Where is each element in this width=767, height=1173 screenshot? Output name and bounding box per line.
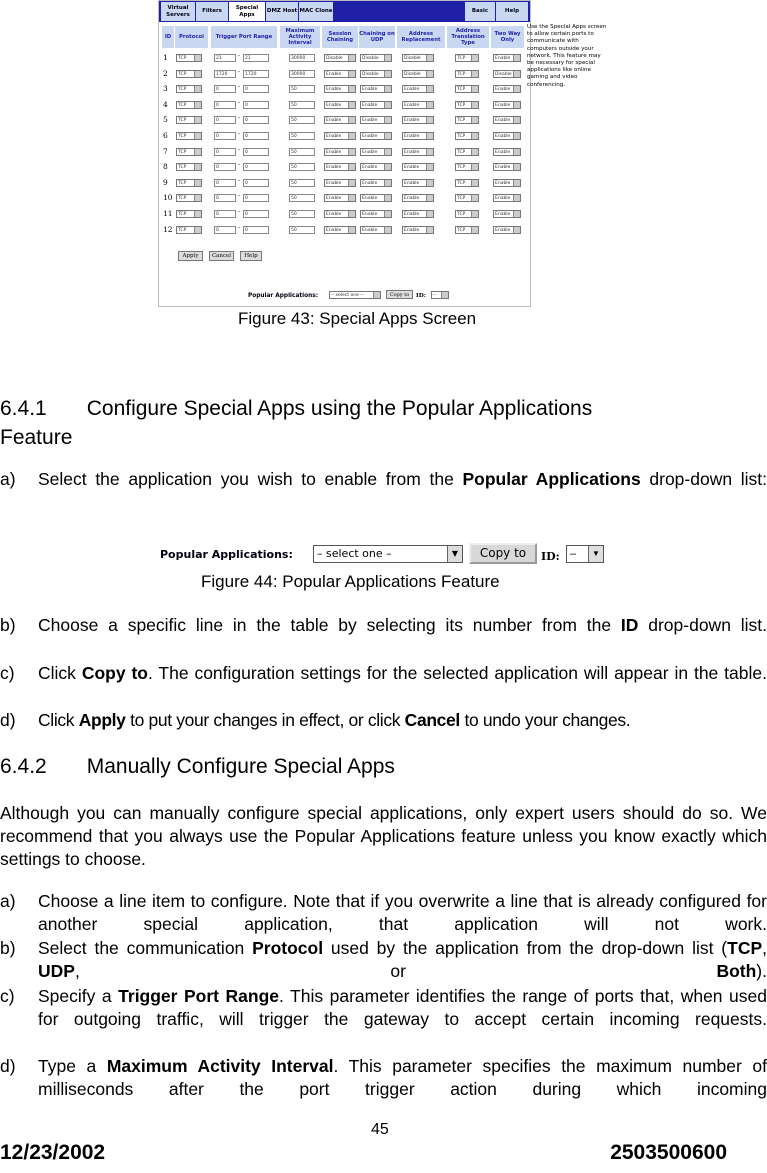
- list-item: [0, 662, 767, 708]
- tab-filters[interactable]: Filters: [196, 2, 229, 21]
- section-number: 6.4.2: [0, 755, 47, 778]
- chaining-udp-select[interactable]: Enable: [360, 85, 392, 93]
- two-way-select[interactable]: Disable: [493, 70, 521, 78]
- popular-apps-label-small: Popular Applications:: [248, 293, 319, 299]
- list-item: [0, 709, 767, 732]
- address-replacement-select[interactable]: Enable: [402, 132, 434, 140]
- page-number: 45: [371, 1121, 389, 1138]
- port-end-input[interactable]: 0: [243, 148, 269, 156]
- port-start-input[interactable]: 0: [214, 101, 236, 109]
- popular-apps-select-small[interactable]: -- select one --: [329, 291, 381, 299]
- range-separator: -: [238, 209, 240, 215]
- port-end-input[interactable]: 0: [243, 101, 269, 109]
- tab-mac-clone[interactable]: MAC Clone: [299, 2, 334, 21]
- row-id: 12: [163, 224, 173, 234]
- chaining-udp-select[interactable]: Disable: [360, 54, 392, 62]
- port-end-input[interactable]: 0: [243, 179, 269, 187]
- chaining-udp-select[interactable]: Enable: [360, 194, 392, 202]
- port-start-input[interactable]: 21: [214, 54, 236, 62]
- chaining-udp-select[interactable]: Enable: [360, 116, 392, 124]
- port-start-input[interactable]: 0: [214, 85, 236, 93]
- translation-type-select[interactable]: TCP: [455, 226, 479, 234]
- range-separator: -: [238, 99, 240, 106]
- header-address-translation-type: Address Translation Type: [447, 26, 489, 48]
- id-select-small[interactable]: --: [431, 291, 449, 299]
- range-separator: -: [238, 162, 240, 169]
- list-item: [0, 614, 767, 660]
- protocol-select[interactable]: TCP: [176, 132, 202, 140]
- list-text: Choose a specific line in the table by selecting its number from the ID drop-down list.: [38, 615, 767, 635]
- address-replacement-select[interactable]: Enable: [402, 194, 434, 202]
- address-replacement-select[interactable]: Enable: [402, 179, 434, 187]
- row-id: 7: [163, 146, 168, 156]
- tab-basic[interactable]: Basic: [465, 2, 496, 21]
- list-marker: d): [0, 1056, 16, 1076]
- two-way-select[interactable]: Enable: [493, 179, 521, 187]
- protocol-select[interactable]: TCP: [176, 101, 202, 109]
- list-marker: d): [0, 710, 16, 730]
- session-chaining-select[interactable]: Disable: [324, 54, 356, 62]
- help-button[interactable]: Help: [240, 251, 262, 261]
- row-id: 1: [163, 53, 168, 62]
- interval-input[interactable]: 50: [289, 163, 315, 171]
- address-replacement-select[interactable]: Disable: [402, 54, 434, 62]
- chaining-udp-select[interactable]: Disable: [360, 70, 392, 78]
- list-marker: c): [0, 986, 15, 1006]
- translation-type-select[interactable]: TCP: [455, 179, 479, 187]
- port-start-input[interactable]: 0: [214, 116, 236, 124]
- session-chaining-select[interactable]: Enable: [324, 116, 356, 124]
- address-replacement-select[interactable]: Enable: [402, 85, 434, 93]
- popular-applications-feature: [160, 543, 606, 567]
- translation-type-select[interactable]: TCP: [455, 132, 479, 140]
- range-separator: -: [238, 84, 240, 91]
- port-start-input[interactable]: 1720: [214, 70, 236, 78]
- interval-input[interactable]: 50: [289, 101, 315, 109]
- interval-input[interactable]: 50: [289, 148, 315, 156]
- tab-dmz-host[interactable]: DMZ Host: [266, 2, 299, 21]
- interval-input[interactable]: 50: [289, 210, 315, 218]
- port-start-input[interactable]: 0: [214, 226, 236, 234]
- port-end-input[interactable]: 0: [243, 226, 269, 234]
- translation-type-select[interactable]: TCP: [455, 101, 479, 109]
- footer-date: 12/23/2002: [0, 1141, 106, 1164]
- range-separator: -: [238, 146, 240, 153]
- translation-type-select[interactable]: TCP: [455, 85, 479, 93]
- list-item: [0, 937, 767, 983]
- id-label-small: ID:: [416, 293, 426, 299]
- list-text: Choose a line item to configure. Note that if you overwrite a line that is already configured for another special application, that application will not work.: [38, 891, 767, 934]
- port-end-input[interactable]: 0: [243, 116, 269, 124]
- list-text: Type a Maximum Activity Interval. This parameter specifies the maximum number of milliseconds after the port trigger action during which incoming: [38, 1056, 767, 1099]
- port-end-input[interactable]: 0: [243, 163, 269, 171]
- session-chaining-select[interactable]: Enable: [324, 70, 356, 78]
- tab-help[interactable]: Help: [496, 2, 529, 21]
- interval-input[interactable]: 50: [289, 132, 315, 140]
- paragraph-intro: Although you can manually configure special applications, only expert users should do so. We recommend that you always use the Popular Applications feature unless you know exactly which settings to choose.: [0, 803, 767, 869]
- two-way-select[interactable]: Enable: [493, 54, 521, 62]
- figure-43-caption: Figure 43: Special Apps Screen: [238, 309, 477, 328]
- range-separator: -: [238, 224, 240, 231]
- address-replacement-select[interactable]: Enable: [402, 226, 434, 234]
- chaining-udp-select[interactable]: Enable: [360, 101, 392, 109]
- list-item: [0, 1055, 767, 1124]
- range-separator: -: [238, 53, 240, 59]
- header-trigger-port-range: Trigger Port Range: [211, 26, 277, 48]
- session-chaining-select[interactable]: Enable: [324, 210, 356, 218]
- chaining-udp-select[interactable]: Enable: [360, 210, 392, 218]
- protocol-select[interactable]: TCP: [176, 163, 202, 171]
- chaining-udp-select[interactable]: Enable: [360, 179, 392, 187]
- translation-type-select[interactable]: TCP: [455, 116, 479, 124]
- protocol-select[interactable]: TCP: [176, 148, 202, 156]
- row-id: 9: [163, 177, 168, 187]
- section-title: Manually Configure Special Apps: [86, 755, 395, 778]
- two-way-select[interactable]: Enable: [493, 148, 521, 156]
- range-separator: -: [238, 68, 240, 75]
- dropdown-arrow-icon: ▼: [447, 546, 462, 562]
- list-item: [0, 890, 767, 936]
- interval-input[interactable]: 30000: [289, 70, 315, 78]
- header-max-activity-interval: Maximum Activity Interval: [280, 26, 320, 48]
- list-item: [0, 985, 767, 1054]
- id-select[interactable]: – ▼: [566, 545, 604, 563]
- section-6-4-1-heading-cont: Feature: [0, 426, 73, 449]
- interval-input[interactable]: 50: [289, 116, 315, 124]
- special-apps-screenshot: [158, 0, 607, 307]
- dropdown-arrow-icon: ▼: [588, 546, 603, 562]
- header-two-way-only: Two Way Only: [491, 26, 524, 48]
- address-replacement-select[interactable]: Enable: [402, 148, 434, 156]
- protocol-select[interactable]: TCP: [176, 70, 202, 78]
- translation-type-select[interactable]: TCP: [455, 210, 479, 218]
- session-chaining-select[interactable]: Enable: [324, 132, 356, 140]
- protocol-select[interactable]: TCP: [176, 85, 202, 93]
- port-start-input[interactable]: 0: [214, 132, 236, 140]
- port-end-input[interactable]: 1720: [243, 70, 269, 78]
- tab-special-apps[interactable]: Special Apps: [229, 2, 266, 21]
- header-chaining-udp: Chaining on UDP: [359, 26, 395, 48]
- row-id: 2: [163, 68, 168, 78]
- popular-apps-label: Popular Applications:: [160, 548, 293, 561]
- translation-type-select[interactable]: TCP: [455, 148, 479, 156]
- range-separator: -: [238, 115, 240, 122]
- translation-type-select[interactable]: TCP: [455, 163, 479, 171]
- list-marker: b): [0, 615, 16, 635]
- list-text: Click Apply to put your changes in effect, or click Cancel to undo your changes.: [38, 710, 631, 730]
- session-chaining-select[interactable]: Enable: [324, 101, 356, 109]
- nav-bar: [159, 1, 530, 22]
- chaining-udp-select[interactable]: Enable: [360, 163, 392, 171]
- list-marker: a): [0, 469, 16, 489]
- row-id: 6: [163, 131, 168, 140]
- protocol-select[interactable]: TCP: [176, 210, 202, 218]
- row-id: 4: [163, 99, 168, 109]
- port-start-input[interactable]: 0: [214, 194, 236, 202]
- protocol-select[interactable]: TCP: [176, 179, 202, 187]
- section-6-4-2-heading: [0, 752, 395, 781]
- range-separator: -: [238, 177, 240, 184]
- list-marker: a): [0, 891, 16, 911]
- port-end-input[interactable]: 0: [243, 210, 269, 218]
- row-id: 11: [163, 209, 173, 218]
- copy-to-button-small[interactable]: Copy to: [386, 290, 413, 299]
- translation-type-select[interactable]: TCP: [455, 70, 479, 78]
- footer-doc-number: 2503500600: [610, 1141, 727, 1164]
- two-way-select[interactable]: Enable: [493, 194, 521, 202]
- row-id: 3: [163, 84, 168, 94]
- two-way-select[interactable]: Enable: [493, 85, 521, 93]
- id-label: ID:: [541, 550, 560, 563]
- port-end-input[interactable]: 0: [243, 194, 269, 202]
- session-chaining-select[interactable]: Enable: [324, 163, 356, 171]
- protocol-select[interactable]: TCP: [176, 116, 202, 124]
- interval-input[interactable]: 50: [289, 226, 315, 234]
- two-way-select[interactable]: Enable: [493, 132, 521, 140]
- port-start-input[interactable]: 0: [214, 163, 236, 171]
- two-way-select[interactable]: Enable: [493, 226, 521, 234]
- section-6-4-1-heading: [0, 394, 592, 423]
- two-way-select[interactable]: Enable: [493, 101, 521, 109]
- session-chaining-select[interactable]: Enable: [324, 194, 356, 202]
- list-marker: c): [0, 663, 15, 683]
- list-item: [0, 468, 767, 514]
- chaining-udp-select[interactable]: Enable: [360, 148, 392, 156]
- row-id: 10: [163, 193, 173, 203]
- section-title: Configure Special Apps using the Popular Applications: [86, 397, 593, 420]
- port-end-input[interactable]: 21: [243, 54, 269, 62]
- interval-input[interactable]: 50: [289, 194, 315, 202]
- address-replacement-select[interactable]: Disable: [402, 70, 434, 78]
- header-id: ID: [162, 26, 174, 48]
- interval-input[interactable]: 30000: [289, 54, 315, 62]
- list-text: Specify a Trigger Port Range. This parameter identifies the range of ports that, when used for outgoing traffic, will trigger the gateway to accept certain incoming requests.: [38, 986, 767, 1029]
- interval-input[interactable]: 50: [289, 179, 315, 187]
- interval-input[interactable]: 50: [289, 85, 315, 93]
- chaining-udp-select[interactable]: Enable: [360, 226, 392, 234]
- port-start-input[interactable]: 0: [214, 179, 236, 187]
- figure-44-caption: Figure 44: Popular Applications Feature: [201, 572, 500, 591]
- row-id: 8: [163, 162, 168, 172]
- popular-apps-select[interactable]: – select one – ▼: [313, 545, 463, 563]
- copy-to-button[interactable]: Copy to: [469, 543, 537, 564]
- protocol-select[interactable]: TCP: [176, 54, 202, 62]
- list-text: Select the application you wish to enable from the Popular Applications drop-down list:: [38, 469, 767, 489]
- session-chaining-select[interactable]: Enable: [324, 85, 356, 93]
- section-number: 6.4.1: [0, 397, 47, 420]
- address-replacement-select[interactable]: Enable: [402, 210, 434, 218]
- tab-virtual-servers[interactable]: Virtual Servers: [161, 2, 196, 21]
- session-chaining-select[interactable]: Enable: [324, 179, 356, 187]
- protocol-select[interactable]: TCP: [176, 194, 202, 202]
- two-way-select[interactable]: Enable: [493, 116, 521, 124]
- range-separator: -: [238, 193, 240, 200]
- row-id: 5: [163, 115, 168, 125]
- session-chaining-select[interactable]: Enable: [324, 148, 356, 156]
- apply-button[interactable]: Apply: [178, 251, 203, 261]
- two-way-select[interactable]: Enable: [493, 163, 521, 171]
- address-replacement-select[interactable]: Enable: [402, 101, 434, 109]
- port-end-input[interactable]: 0: [243, 85, 269, 93]
- protocol-select[interactable]: TCP: [176, 226, 202, 234]
- help-side-text: Use the Special Apps screen to allow certain ports to communicate with computers outside your network. This feature may be necessary for special applications like online gaming and video conferencing.: [527, 24, 607, 88]
- chaining-udp-select[interactable]: Enable: [360, 132, 392, 140]
- header-address-replacement: Address Replacement: [397, 26, 445, 48]
- port-start-input[interactable]: 0: [214, 148, 236, 156]
- translation-type-select[interactable]: TCP: [455, 194, 479, 202]
- port-end-input[interactable]: 0: [243, 132, 269, 140]
- list-marker: b): [0, 938, 16, 958]
- list-text: Click Copy to. The configuration settings for the selected application will appear in the table.: [38, 663, 767, 683]
- range-separator: -: [238, 131, 240, 137]
- translation-type-select[interactable]: TCP: [455, 54, 479, 62]
- session-chaining-select[interactable]: Enable: [324, 226, 356, 234]
- two-way-select[interactable]: Enable: [493, 210, 521, 218]
- cancel-button[interactable]: Cancel: [209, 251, 234, 261]
- header-session-chaining: Session Chaining: [322, 26, 358, 48]
- list-text: Select the communication Protocol used by the application from the drop-down list (TCP, UDP, or Both).: [38, 938, 767, 981]
- header-protocol: Protocol: [175, 26, 208, 48]
- address-replacement-select[interactable]: Enable: [402, 163, 434, 171]
- address-replacement-select[interactable]: Enable: [402, 116, 434, 124]
- port-start-input[interactable]: 0: [214, 210, 236, 218]
